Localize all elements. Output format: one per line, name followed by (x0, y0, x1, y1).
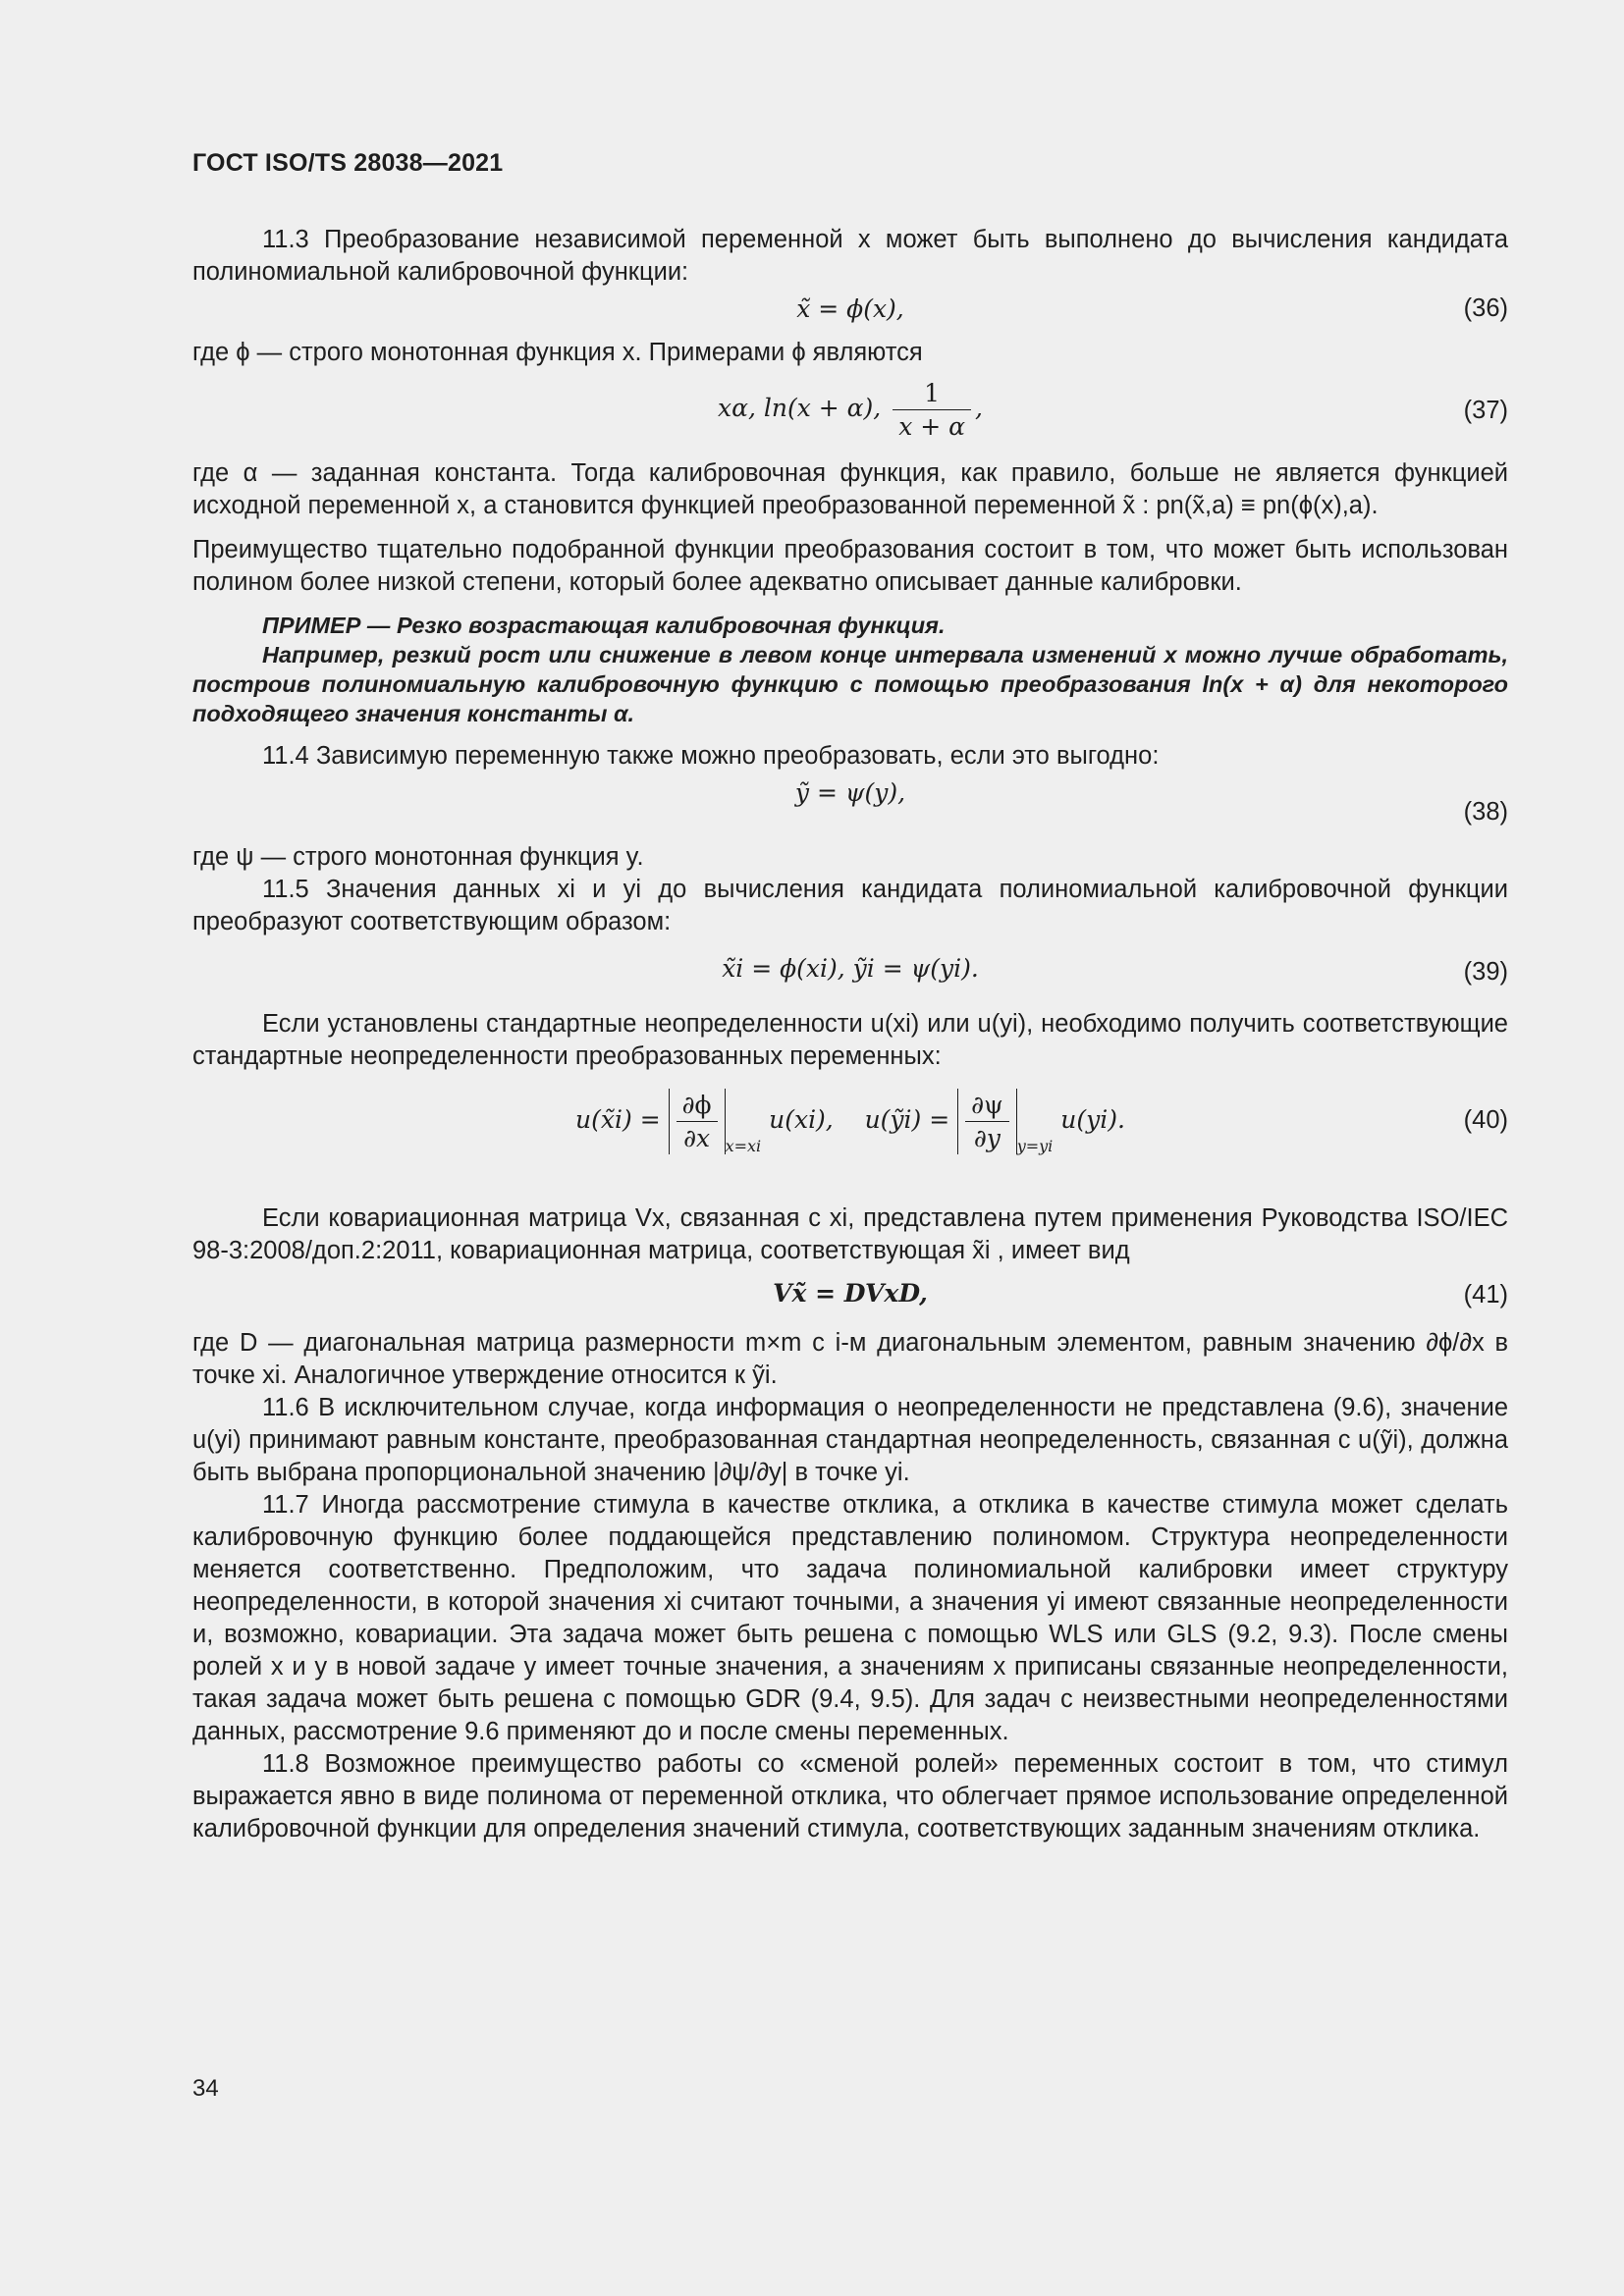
derivative-2 (957, 1089, 1017, 1154)
fraction-denominator: ∂y (965, 1121, 1009, 1154)
paragraph-psi: где ψ — строго монотонная функция y. (192, 843, 644, 871)
paragraph-11-7: 11.7 Иногда рассмотрение стимула в качестве отклика, а отклика в качестве стимула может сделать калибровочную функцию более поддающейся представлению полиномом. Структура неопределенности меняется соответственно. Предположим, что задача полиномиальной калибровки имеет структуру неопределенности, в которой значения xi считают точными, а значения yi имеют связанные неопределенности и, возможно, ковариации. Эта задача может быть решена с помощью WLS или GLS (9.2, 9.3). После смены ролей x и y в новой задаче y имеет точные значения, а значениям x приписаны связанные неопределенности, такая задача может быть решена с помощью GDR (9.4, 9.5). Для задач с неизвестными неопределенностями данных, рассмотрение 9.6 применяют до и после смены переменных. (192, 1491, 1508, 1745)
paragraph-alpha: где α — заданная константа. Тогда калибровочная функция, как правило, больше не является функцией исходной переменной x, а становится функцией преобразованной переменной x̃ : pn(x̃,a) ≡ pn(ϕ(x),a). (192, 459, 1508, 519)
paragraph-covariance: Если ковариационная матрица Vx, связанная с xi, представлена путем применения Руководства ISO/IEC 98-3:2008/доп.2:2011, ковариационная матрица, соответствующая x̃i , имеет вид (192, 1204, 1508, 1264)
equation-number: (40) (1463, 1106, 1508, 1134)
paragraph-advantage: Преимущество тщательно подобранной функции преобразования состоит в том, что может быть использован полином более низкой степени, который более адекватно описывает данные калибровки. (192, 536, 1508, 596)
fraction (893, 377, 971, 443)
equation-number: (39) (1463, 958, 1508, 986)
evaluated-at-1: x=xi (725, 1137, 762, 1155)
evaluated-at-2: y=yi (1016, 1137, 1054, 1155)
equation-formula (192, 1089, 1508, 1162)
derivative-1 (669, 1089, 726, 1154)
equation-formula (192, 377, 1508, 443)
fraction-numerator: ∂ψ (971, 1091, 1003, 1119)
equation-formula: x̃ = ϕ(x), (796, 294, 904, 323)
equation-number: (37) (1463, 397, 1508, 424)
lhs-2: u(ỹi) = (864, 1105, 950, 1134)
equation-38 (192, 776, 1508, 831)
fraction (677, 1089, 718, 1154)
equation-formula: Vx̃ = DVxD, (773, 1279, 928, 1308)
example-body: Например, резкий рост или снижение в левом конце интервала изменений x можно лучше обработать, построив полиномиальную калибровочную функцию с помощью преобразования ln(x + α) для некоторого подходящего значения константы α. (192, 642, 1508, 726)
fraction-numerator: 1 (924, 379, 941, 407)
equation-part: xα, ln(x + α), (718, 394, 882, 422)
paragraph-11-6: 11.6 В исключительном случае, когда информация о неопределенности не представлена (9.6), значение u(yi) принимают равным константе, преобразованная стандартная неопределенность, связанная с u(ỹi), должна быть выбрана пропорциональной значению |∂ψ/∂y| в точке yi. (192, 1394, 1508, 1486)
equation-number: (41) (1463, 1281, 1508, 1308)
paragraph-11-5: 11.5 Значения данных xi и yi до вычисления кандидата полиномиальной калибровочной функции преобразуют соответствующим образом: (192, 876, 1508, 935)
paragraph-11-3: 11.3 Преобразование независимой переменной x может быть выполнено до вычисления кандидата полиномиальной калибровочной функции: (192, 226, 1508, 286)
equation-36 (192, 293, 1508, 325)
fraction-denominator: ∂x (677, 1121, 718, 1154)
rhs-2: u(yi). (1060, 1105, 1125, 1134)
page-number: 34 (192, 2075, 219, 2102)
equation-number: (36) (1463, 294, 1508, 322)
paragraph-11-8: 11.8 Возможное преимущество работы со «сменой ролей» переменных состоит в том, что стимул выражается явно в виде полинома от переменной отклика, что облегчает прямое использование определенной калибровочной функции для определения значений стимула, соответствующих заданным значениям отклика. (192, 1750, 1508, 1842)
equation-37 (192, 377, 1508, 446)
equation-formula: ỹ = ψ(y), (794, 778, 906, 807)
equation-39 (192, 952, 1508, 985)
document-header: ГОСТ ISO/TS 28038—2021 (192, 149, 504, 177)
example-title: ПРИМЕР — Резко возрастающая калибровочная функция. (262, 613, 946, 638)
paragraph-phi: где ϕ — строго монотонная функция x. Примерами ϕ являются (192, 339, 923, 366)
fraction (965, 1089, 1009, 1154)
equation-formula: x̃i = ϕ(xi), ỹi = ψ(yi). (722, 954, 979, 983)
equation-tail: , (975, 394, 983, 422)
paragraph-matrix-D: где D — диагональная матрица размерности m×m с i-м диагональным элементом, равным значению ∂ϕ/∂x в точке xi. Аналогичное утверждение относится к ỹi. (192, 1329, 1508, 1389)
example-block (192, 611, 1508, 728)
paragraph-uncertainty: Если установлены стандартные неопределенности u(xi) или u(yi), необходимо получить соответствующие стандартные неопределенности преобразованных переменных: (192, 1010, 1508, 1070)
fraction-numerator: ∂ϕ (681, 1091, 712, 1119)
equation-41 (192, 1277, 1508, 1309)
lhs-1: u(x̃i) = (575, 1105, 661, 1134)
equation-40 (192, 1089, 1508, 1169)
page-content (192, 224, 1508, 1845)
rhs-1: u(xi), (769, 1105, 834, 1134)
fraction-denominator: x + α (893, 409, 971, 443)
equation-number: (38) (1463, 798, 1508, 826)
paragraph-11-4: 11.4 Зависимую переменную также можно преобразовать, если это выгодно: (262, 742, 1160, 770)
